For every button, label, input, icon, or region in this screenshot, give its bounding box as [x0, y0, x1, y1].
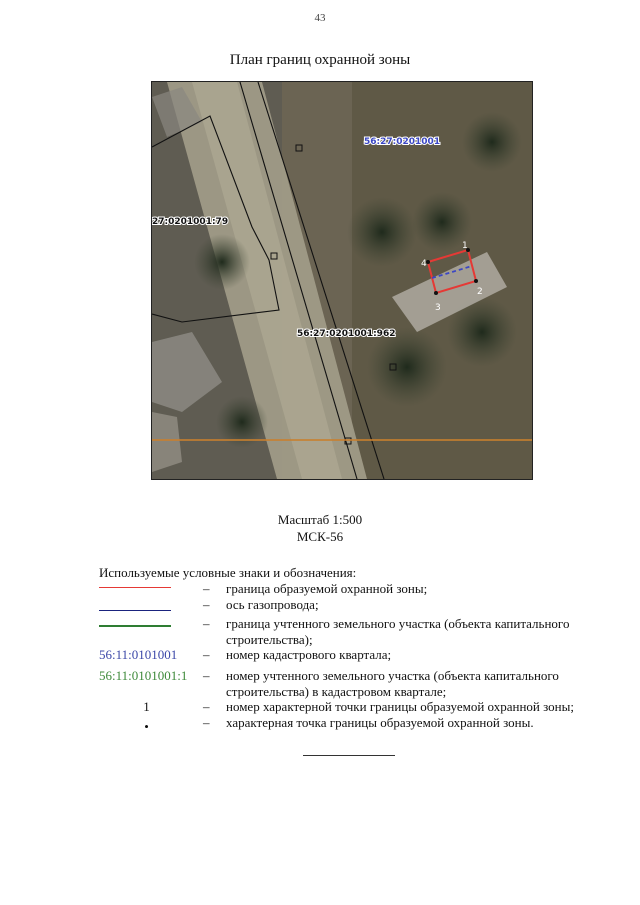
map-image [151, 81, 533, 480]
parcel-number-sample: 56:11:0101001:1 [99, 668, 188, 683]
legend-dash: – [203, 715, 210, 730]
page-number: 43 [314, 12, 326, 24]
parcel-label-left: 27:0201001:79 [152, 217, 229, 227]
zone-point [474, 279, 478, 283]
gas-axis-symbol [99, 610, 171, 611]
plan-title: План границ охранной зоны [229, 52, 411, 68]
legend-dash: – [203, 597, 210, 612]
legend-description: ось газопровода; [226, 597, 319, 612]
parcel-boundary-symbol [99, 625, 171, 627]
scale-text: Масштаб 1:500 [277, 512, 363, 527]
closing-rule [303, 755, 395, 756]
legend-description: граница учтенного земельного участка (объекта капитального строительства); [226, 616, 570, 647]
point-dot-sample: • [144, 719, 149, 734]
point-label-2: 2 [477, 287, 483, 297]
legend-description: номер учтенного земельного участка (объекта капитального строительства) в кадастровом квартале; [226, 668, 559, 699]
zone-point [434, 291, 438, 295]
legend-dash: – [203, 668, 210, 683]
point-label-3: 3 [435, 303, 441, 313]
quarter-number-sample: 56:11:0101001 [99, 647, 178, 662]
parcel-label-road: 56:27:0201001:962 [297, 329, 396, 339]
crs-text: МСК-56 [296, 529, 344, 544]
legend-description: номер характерной точки границы образуемой охранной зоны; [226, 699, 574, 714]
legend-dash: – [203, 581, 210, 596]
legend-dash: – [203, 616, 210, 631]
point-label-4: 4 [421, 259, 427, 269]
legend-heading: Используемые условные знаки и обозначения: [99, 565, 357, 580]
legend-dash: – [203, 699, 210, 714]
legend-dash: – [203, 647, 210, 662]
legend-description: характерная точка границы образуемой охранной зоны. [226, 715, 534, 730]
point-number-sample: 1 [143, 699, 150, 714]
point-label-1: 1 [462, 241, 468, 251]
legend-description: номер кадастрового квартала; [226, 647, 392, 662]
zone-boundary-symbol [99, 587, 171, 588]
legend-description: граница образуемой охранной зоны; [226, 581, 428, 596]
quarter-label: 56:27:0201001 [364, 137, 441, 147]
